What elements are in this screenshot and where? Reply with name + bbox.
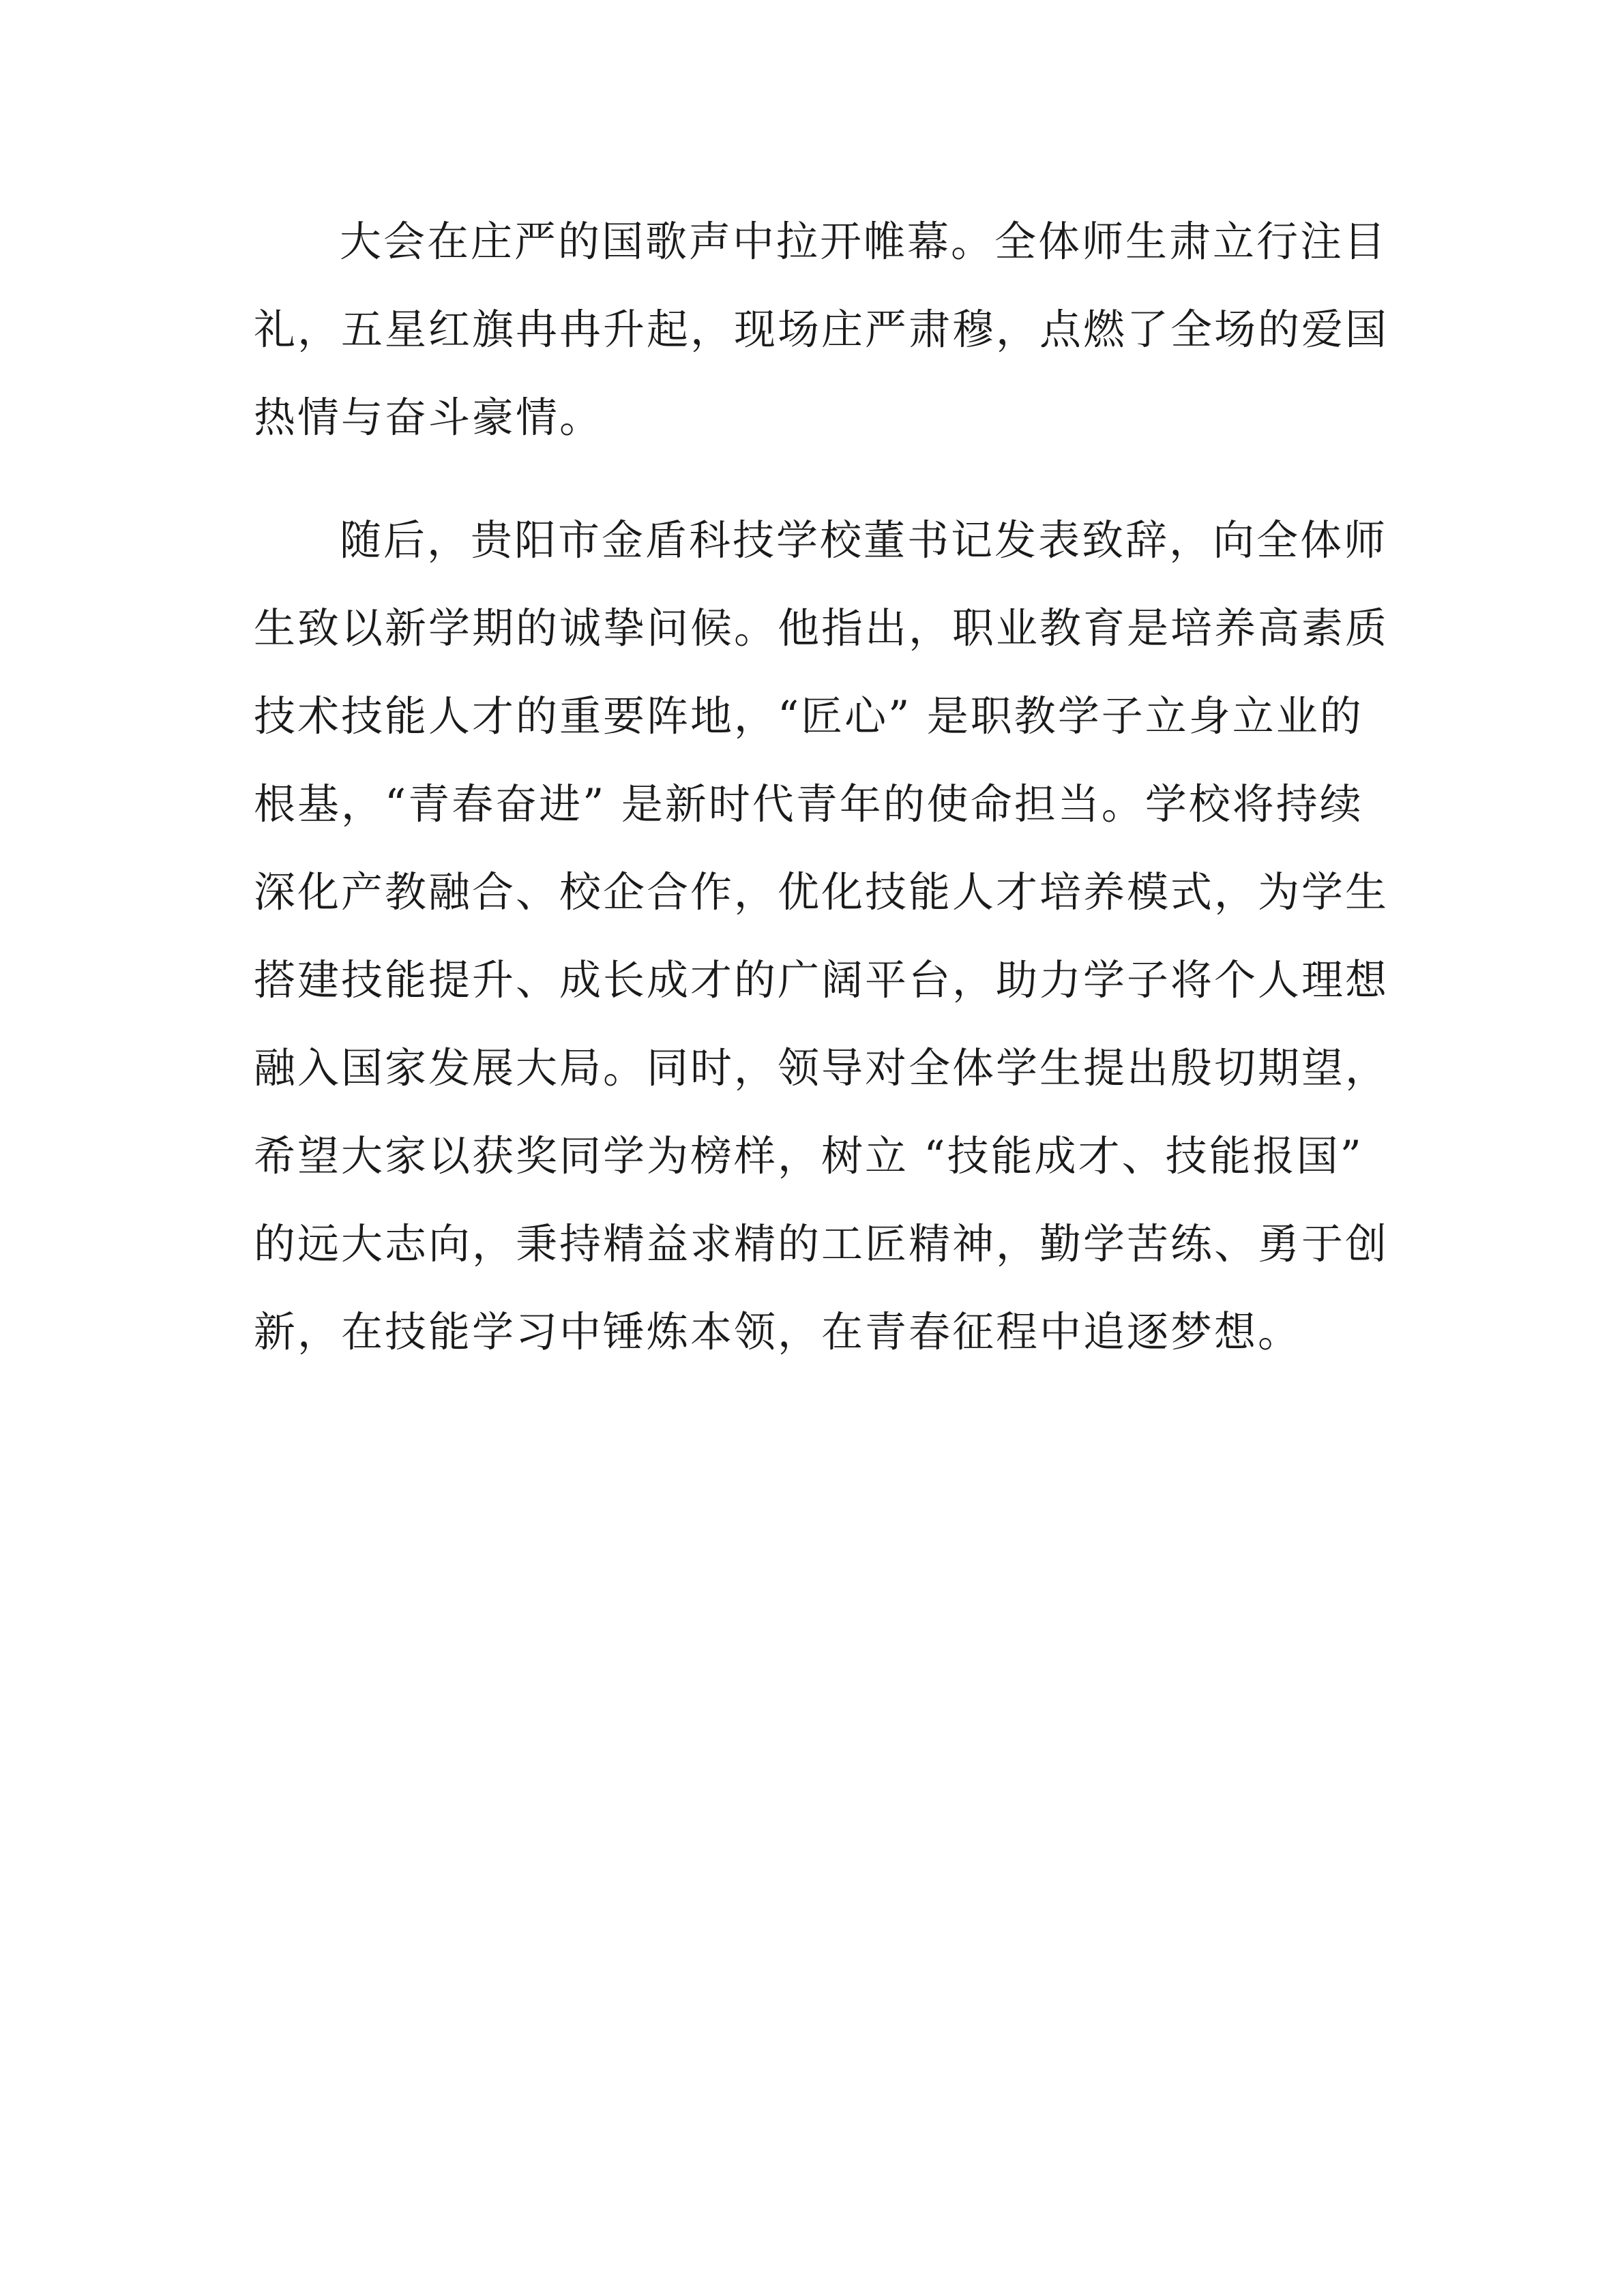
text-line: 随后，贵阳市金盾科技学校董书记发表致辞，向全体师 (340, 516, 1388, 565)
text-line: 深化产教融合、校企合作，优化技能人才培养模式，为学生 (254, 868, 1389, 916)
text-line: 大会在庄严的国歌声中拉开帷幕。全体师生肃立行注目 (340, 218, 1388, 266)
text-line: 搭建技能提升、成长成才的广阔平台，助力学子将个人理想 (254, 956, 1389, 1004)
text-line: 礼，五星红旗冉冉升起，现场庄严肃穆，点燃了全场的爱国 (254, 305, 1389, 354)
text-line: 的远大志向，秉持精益求精的工匠精神，勤学苦练、勇于创 (254, 1220, 1389, 1268)
text-line: 根基，“青春奋进” 是新时代青年的使命担当。学校将持续 (254, 780, 1363, 829)
text-line: 生致以新学期的诚挚问候。他指出，职业教育是培养高素质 (254, 604, 1389, 653)
paragraph-speech (254, 496, 1389, 1376)
text-line: 希望大家以获奖同学为榜样，树立 “技能成才、技能报国” (254, 1132, 1363, 1180)
text-line: 热情与奋斗豪情。 (254, 393, 604, 442)
text-line: 技术技能人才的重要阵地，“匠心” 是职教学子立身立业的 (254, 692, 1363, 741)
text-line: 新，在技能学习中锤炼本领，在青春征程中追逐梦想。 (254, 1308, 1302, 1356)
paragraph-opening-ceremony (254, 198, 1389, 462)
text-line: 融入国家发展大局。同时，领导对全体学生提出殷切期望， (254, 1044, 1389, 1092)
